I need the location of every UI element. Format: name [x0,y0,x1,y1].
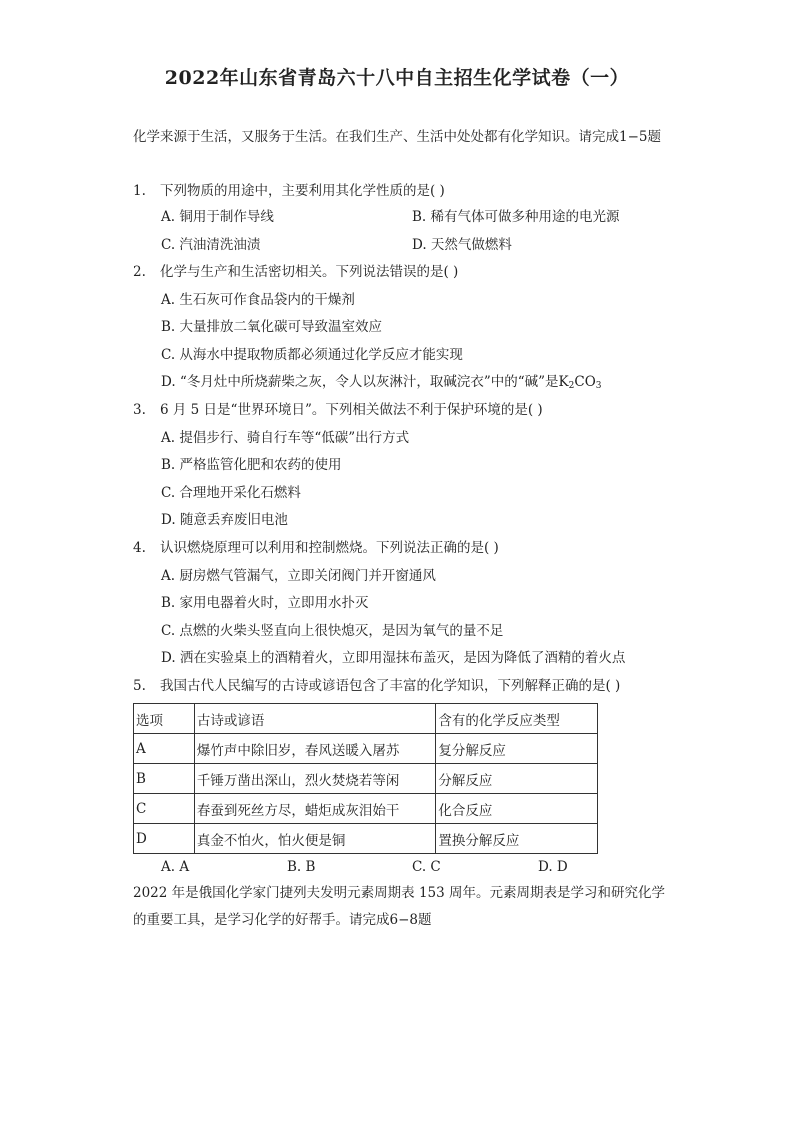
table-cell: 春蚕到死丝方尽，蜡炬成灰泪始干 [194,794,435,824]
q3-option-a: A. 提倡步行、骑自行车等“低碳”出行方式 [161,430,410,446]
table-cell: A [134,734,195,764]
q2-option-d-text: D. “冬月灶中所烧薪柴之灰，令人以灰淋汁，取碱浣衣”中的“碱”是K [161,374,569,390]
question-stem: 化学与生产和生活密切相关。下列说法错误的是( ) [160,264,459,280]
q2-option-b: B. 大量排放二氧化碳可导致温室效应 [161,319,383,335]
question-number: 3. [133,402,146,418]
q4-option-d: D. 洒在实验桌上的酒精着火，立即用湿抹布盖灭，是因为降低了酒精的着火点 [161,650,626,666]
table-cell: 复分解反应 [436,734,598,764]
question-3 [133,400,543,420]
subscript: 3 [595,381,602,391]
table-cell: 化合反应 [436,794,598,824]
table-row [134,734,598,764]
table-cell: 置换分解反应 [436,824,598,854]
question-1 [133,181,445,201]
q5-option-b: B. B [287,859,316,875]
q2-option-d [161,372,602,396]
table-cell: 爆竹声中除旧岁，春风送暖入屠苏 [194,734,435,764]
q1-option-a: A. 铜用于制作导线 [161,209,274,225]
table-header-cell: 古诗或谚语 [194,704,435,734]
table-cell: C [134,794,195,824]
q5-option-a: A. A [161,859,190,875]
q4-option-a: A. 厨房燃气管漏气，立即关闭阀门并开窗通风 [161,568,436,584]
table-row [134,794,598,824]
question-stem: 我国古代人民编写的古诗或谚语包含了丰富的化学知识，下列解释正确的是( ) [160,678,621,694]
q4-option-b: B. 家用电器着火时，立即用水扑灭 [161,595,369,611]
table-cell: D [134,824,195,854]
table-row [134,824,598,854]
q5-option-c: C. C [412,859,441,875]
table-cell: 分解反应 [436,764,598,794]
question-number: 2. [133,264,146,280]
q2-option-a: A. 生石灰可作食品袋内的干燥剂 [161,292,355,308]
formula-part: CO [574,374,596,390]
intro-paragraph-1: 化学来源于生活，又服务于生活。在我们生产、生活中处处都有化学知识。请完成1−5题 [133,129,661,145]
question-stem: 下列物质的用途中，主要利用其化学性质的是( ) [160,183,445,199]
table-header-row [134,704,598,734]
q5-table [133,703,598,854]
table-row [134,764,598,794]
q1-option-c: C. 汽油清洗油渍 [161,237,261,253]
table-cell: B [134,764,195,794]
table-cell: 真金不怕火，怕火便是铜 [194,824,435,854]
table-cell: 千锤万凿出深山，烈火焚烧若等闲 [194,764,435,794]
table-header-cell: 含有的化学反应类型 [436,704,598,734]
question-number: 1. [133,183,146,199]
question-5 [133,676,620,696]
q2-option-c: C. 从海水中提取物质都必须通过化学反应才能实现 [161,347,463,363]
question-stem: 认识燃烧原理可以利用和控制燃烧。下列说法正确的是( ) [160,540,499,556]
q3-option-d: D. 随意丢弃废旧电池 [161,512,288,528]
q1-option-b: B. 稀有气体可做多种用途的电光源 [412,209,620,225]
page-title: 2022年山东省青岛六十八中自主招生化学试卷（一） [164,67,630,89]
table-header-cell: 选项 [134,704,195,734]
q3-option-c: C. 合理地开采化石燃料 [161,485,301,501]
subscript: 2 [568,381,575,391]
question-number: 4. [133,540,146,556]
q4-option-c: C. 点燃的火柴头竖直向上很快熄灭，是因为氧气的量不足 [161,623,504,639]
question-2 [133,262,458,282]
q1-option-d: D. 天然气做燃料 [412,237,512,253]
intro-paragraph-2: 2022 年是俄国化学家门捷列夫发明元素周期表 153 周年。元素周期表是学习和研究化学的重要工具，是学习化学的好帮手。请完成6−8题 [133,885,665,928]
q3-option-b: B. 严格监管化肥和农药的使用 [161,457,342,473]
question-4 [133,538,499,558]
question-stem: 6 月 5 日是“世界环境日”。下列相关做法不利于保护环境的是( ) [160,402,543,418]
q5-option-d: D. D [538,859,568,875]
question-number: 5. [133,678,146,694]
